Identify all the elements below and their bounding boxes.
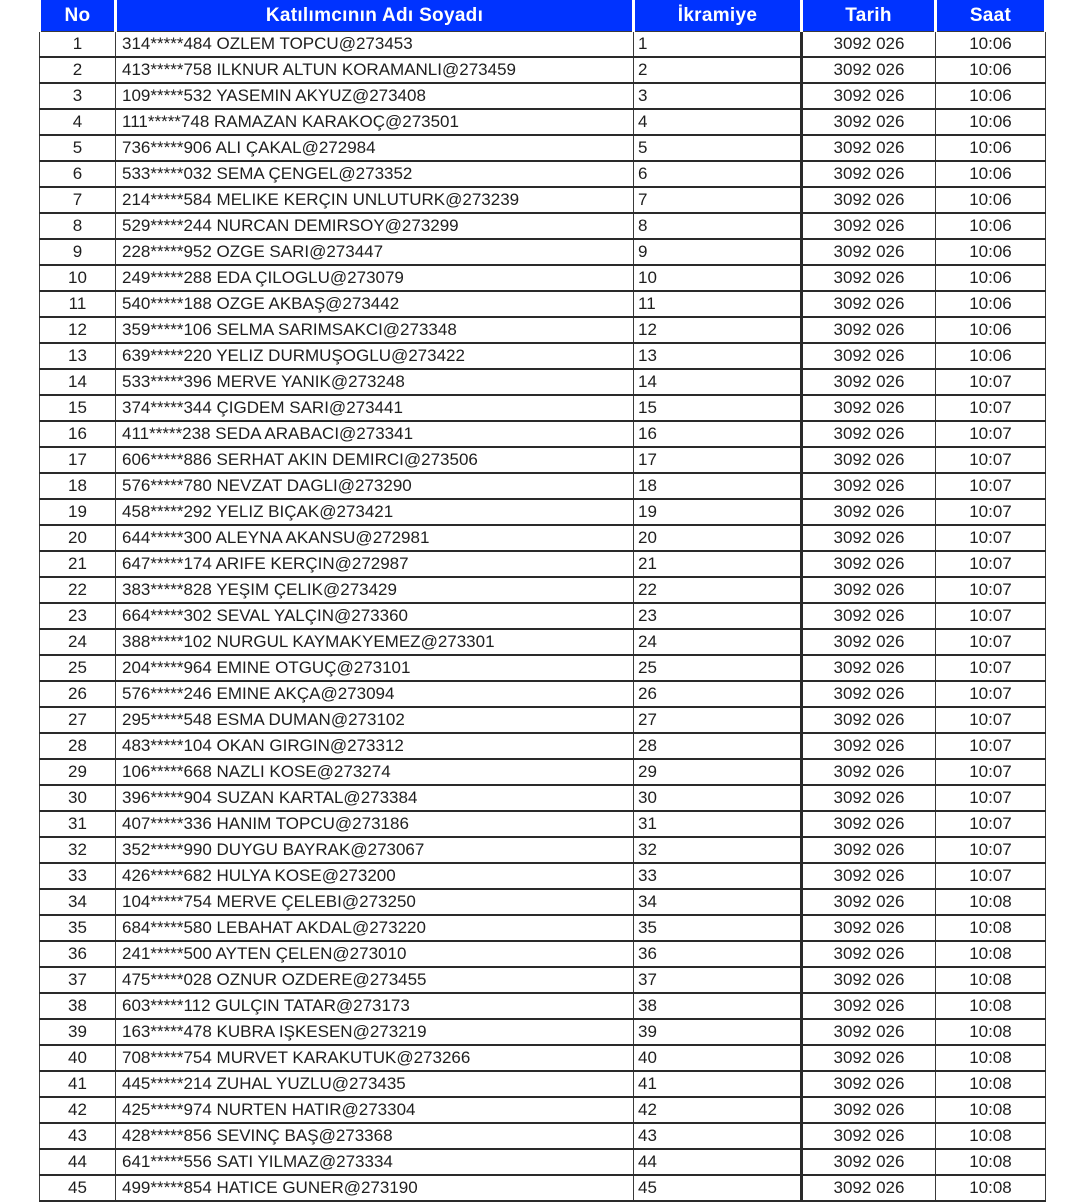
- cell-date[interactable]: 3092 026: [802, 837, 936, 863]
- table-row: [40, 187, 1046, 213]
- cell-participant-name[interactable]: 426*****682 HULYA KOSE@273200: [116, 863, 634, 889]
- cell-no[interactable]: 30: [40, 785, 116, 811]
- cell-date[interactable]: 3092 026: [802, 317, 936, 343]
- cell-no[interactable]: 34: [40, 889, 116, 915]
- cell-time[interactable]: 10:07: [936, 499, 1046, 525]
- cell-prize[interactable]: 44: [634, 1149, 802, 1175]
- cell-participant-name[interactable]: 458*****292 YELIZ BIÇAK@273421: [116, 499, 634, 525]
- cell-no[interactable]: 11: [40, 291, 116, 317]
- cell-prize[interactable]: 18: [634, 473, 802, 499]
- cell-participant-name[interactable]: 411*****238 SEDA ARABACI@273341: [116, 421, 634, 447]
- cell-no[interactable]: 16: [40, 421, 116, 447]
- cell-participant-name[interactable]: 359*****106 SELMA SARIMSAKCI@273348: [116, 317, 634, 343]
- cell-no[interactable]: 26: [40, 681, 116, 707]
- cell-date[interactable]: 3092 026: [802, 135, 936, 161]
- table-row: [40, 161, 1046, 187]
- cell-no[interactable]: 24: [40, 629, 116, 655]
- column-header-date: Tarih: [802, 0, 936, 32]
- cell-date[interactable]: 3092 026: [802, 941, 936, 967]
- cell-no[interactable]: 23: [40, 603, 116, 629]
- cell-participant-name[interactable]: 106*****668 NAZLI KOSE@273274: [116, 759, 634, 785]
- table-row: [40, 239, 1046, 265]
- table-row: [40, 1045, 1046, 1071]
- table-row: [40, 603, 1046, 629]
- table-row: [40, 109, 1046, 135]
- cell-date[interactable]: 3092 026: [802, 759, 936, 785]
- cell-time[interactable]: 10:08: [936, 967, 1046, 993]
- cell-no[interactable]: 36: [40, 941, 116, 967]
- cell-participant-name[interactable]: 641*****556 SATI YILMAZ@273334: [116, 1149, 634, 1175]
- cell-date[interactable]: 3092 026: [802, 655, 936, 681]
- table-row: [40, 1097, 1046, 1123]
- cell-time[interactable]: 10:07: [936, 733, 1046, 759]
- cell-prize[interactable]: 34: [634, 889, 802, 915]
- cell-participant-name[interactable]: 475*****028 OZNUR OZDERE@273455: [116, 967, 634, 993]
- cell-participant-name[interactable]: 228*****952 OZGE SARI@273447: [116, 239, 634, 265]
- cell-time[interactable]: 10:08: [936, 915, 1046, 941]
- table-row: [40, 1019, 1046, 1045]
- cell-no[interactable]: 45: [40, 1175, 116, 1201]
- table-row: [40, 837, 1046, 863]
- table-row: [40, 499, 1046, 525]
- cell-no[interactable]: 18: [40, 473, 116, 499]
- cell-time[interactable]: 10:07: [936, 603, 1046, 629]
- cell-date[interactable]: 3092 026: [802, 811, 936, 837]
- table-row: [40, 681, 1046, 707]
- cell-time[interactable]: 10:08: [936, 941, 1046, 967]
- cell-time[interactable]: 10:06: [936, 213, 1046, 239]
- cell-date[interactable]: 3092 026: [802, 161, 936, 187]
- cell-time[interactable]: 10:06: [936, 187, 1046, 213]
- table-row: [40, 759, 1046, 785]
- cell-participant-name[interactable]: 533*****032 SEMA ÇENGEL@273352: [116, 161, 634, 187]
- cell-time[interactable]: 10:07: [936, 681, 1046, 707]
- cell-no[interactable]: 22: [40, 577, 116, 603]
- cell-prize[interactable]: 39: [634, 1019, 802, 1045]
- cell-date[interactable]: 3092 026: [802, 447, 936, 473]
- cell-prize[interactable]: 12: [634, 317, 802, 343]
- cell-prize[interactable]: 28: [634, 733, 802, 759]
- cell-no[interactable]: 35: [40, 915, 116, 941]
- table-row: [40, 1123, 1046, 1149]
- cell-time[interactable]: 10:07: [936, 525, 1046, 551]
- cell-time[interactable]: 10:07: [936, 577, 1046, 603]
- cell-prize[interactable]: 30: [634, 785, 802, 811]
- cell-no[interactable]: 5: [40, 135, 116, 161]
- cell-no[interactable]: 42: [40, 1097, 116, 1123]
- cell-time[interactable]: 10:07: [936, 759, 1046, 785]
- cell-date[interactable]: 3092 026: [802, 993, 936, 1019]
- cell-time[interactable]: 10:07: [936, 655, 1046, 681]
- cell-date[interactable]: 3092 026: [802, 1149, 936, 1175]
- cell-no[interactable]: 14: [40, 369, 116, 395]
- cell-no[interactable]: 7: [40, 187, 116, 213]
- cell-prize[interactable]: 10: [634, 265, 802, 291]
- cell-prize[interactable]: 27: [634, 707, 802, 733]
- cell-no[interactable]: 40: [40, 1045, 116, 1071]
- cell-prize[interactable]: 35: [634, 915, 802, 941]
- cell-date[interactable]: 3092 026: [802, 369, 936, 395]
- cell-participant-name[interactable]: 111*****748 RAMAZAN KARAKOÇ@273501: [116, 109, 634, 135]
- cell-time[interactable]: 10:07: [936, 447, 1046, 473]
- cell-no[interactable]: 25: [40, 655, 116, 681]
- table-row: [40, 733, 1046, 759]
- cell-date[interactable]: 3092 026: [802, 213, 936, 239]
- cell-participant-name[interactable]: 104*****754 MERVE ÇELEBI@273250: [116, 889, 634, 915]
- cell-date[interactable]: 3092 026: [802, 187, 936, 213]
- cell-date[interactable]: 3092 026: [802, 863, 936, 889]
- cell-prize[interactable]: 33: [634, 863, 802, 889]
- table-row: [40, 343, 1046, 369]
- column-header-prize: İkramiye: [634, 0, 802, 32]
- cell-prize[interactable]: 1: [634, 32, 802, 58]
- cell-time[interactable]: 10:08: [936, 889, 1046, 915]
- cell-prize[interactable]: 23: [634, 603, 802, 629]
- cell-date[interactable]: 3092 026: [802, 525, 936, 551]
- cell-participant-name[interactable]: 529*****244 NURCAN DEMIRSOY@273299: [116, 213, 634, 239]
- cell-participant-name[interactable]: 540*****188 OZGE AKBAŞ@273442: [116, 291, 634, 317]
- cell-no[interactable]: 31: [40, 811, 116, 837]
- table-row: [40, 473, 1046, 499]
- table-row: [40, 811, 1046, 837]
- cell-participant-name[interactable]: 445*****214 ZUHAL YUZLU@273435: [116, 1071, 634, 1097]
- cell-no[interactable]: 28: [40, 733, 116, 759]
- cell-participant-name[interactable]: 249*****288 EDA ÇILOGLU@273079: [116, 265, 634, 291]
- cell-participant-name[interactable]: 295*****548 ESMA DUMAN@273102: [116, 707, 634, 733]
- cell-no[interactable]: 27: [40, 707, 116, 733]
- cell-prize[interactable]: 36: [634, 941, 802, 967]
- cell-time[interactable]: 10:07: [936, 551, 1046, 577]
- cell-no[interactable]: 13: [40, 343, 116, 369]
- cell-date[interactable]: 3092 026: [802, 395, 936, 421]
- cell-prize[interactable]: 20: [634, 525, 802, 551]
- cell-date[interactable]: 3092 026: [802, 707, 936, 733]
- cell-prize[interactable]: 24: [634, 629, 802, 655]
- cell-prize[interactable]: 43: [634, 1123, 802, 1149]
- cell-no[interactable]: 29: [40, 759, 116, 785]
- cell-time[interactable]: 10:07: [936, 421, 1046, 447]
- cell-prize[interactable]: 25: [634, 655, 802, 681]
- cell-participant-name[interactable]: 314*****484 OZLEM TOPCU@273453: [116, 32, 634, 58]
- cell-prize[interactable]: 42: [634, 1097, 802, 1123]
- cell-participant-name[interactable]: 708*****754 MURVET KARAKUTUK@273266: [116, 1045, 634, 1071]
- cell-prize[interactable]: 41: [634, 1071, 802, 1097]
- cell-prize[interactable]: 16: [634, 421, 802, 447]
- table-row: [40, 395, 1046, 421]
- cell-time[interactable]: 10:07: [936, 811, 1046, 837]
- cell-date[interactable]: 3092 026: [802, 1045, 936, 1071]
- cell-date[interactable]: 3092 026: [802, 1097, 936, 1123]
- cell-prize[interactable]: 26: [634, 681, 802, 707]
- cell-date[interactable]: 3092 026: [802, 681, 936, 707]
- cell-participant-name[interactable]: 644*****300 ALEYNA AKANSU@272981: [116, 525, 634, 551]
- cell-prize[interactable]: 4: [634, 109, 802, 135]
- cell-time[interactable]: 10:06: [936, 109, 1046, 135]
- cell-participant-name[interactable]: 425*****974 NURTEN HATIR@273304: [116, 1097, 634, 1123]
- table-row: [40, 32, 1046, 58]
- cell-participant-name[interactable]: 388*****102 NURGUL KAYMAKYEMEZ@273301: [116, 629, 634, 655]
- cell-date[interactable]: 3092 026: [802, 733, 936, 759]
- cell-no[interactable]: 8: [40, 213, 116, 239]
- cell-time[interactable]: 10:07: [936, 369, 1046, 395]
- cell-no[interactable]: 6: [40, 161, 116, 187]
- cell-no[interactable]: 33: [40, 863, 116, 889]
- table-row: [40, 1149, 1046, 1175]
- table-row: [40, 83, 1046, 109]
- cell-time[interactable]: 10:07: [936, 473, 1046, 499]
- cell-participant-name[interactable]: 533*****396 MERVE YANIK@273248: [116, 369, 634, 395]
- cell-prize[interactable]: 2: [634, 57, 802, 83]
- cell-date[interactable]: 3092 026: [802, 915, 936, 941]
- cell-participant-name[interactable]: 639*****220 YELIZ DURMUŞOGLU@273422: [116, 343, 634, 369]
- cell-date[interactable]: 3092 026: [802, 1123, 936, 1149]
- cell-no[interactable]: 9: [40, 239, 116, 265]
- table-row: [40, 265, 1046, 291]
- cell-prize[interactable]: 45: [634, 1175, 802, 1201]
- cell-time[interactable]: 10:06: [936, 161, 1046, 187]
- cell-time[interactable]: 10:06: [936, 291, 1046, 317]
- table-row: [40, 1175, 1046, 1201]
- cell-no[interactable]: 32: [40, 837, 116, 863]
- table-row: [40, 785, 1046, 811]
- cell-participant-name[interactable]: 241*****500 AYTEN ÇELEN@273010: [116, 941, 634, 967]
- cell-no[interactable]: 17: [40, 447, 116, 473]
- cell-prize[interactable]: 17: [634, 447, 802, 473]
- cell-date[interactable]: 3092 026: [802, 499, 936, 525]
- cell-time[interactable]: 10:07: [936, 629, 1046, 655]
- cell-time[interactable]: 10:07: [936, 863, 1046, 889]
- cell-date[interactable]: 3092 026: [802, 551, 936, 577]
- cell-time[interactable]: 10:08: [936, 1071, 1046, 1097]
- cell-participant-name[interactable]: 684*****580 LEBAHAT AKDAL@273220: [116, 915, 634, 941]
- cell-prize[interactable]: 13: [634, 343, 802, 369]
- cell-participant-name[interactable]: 664*****302 SEVAL YALÇIN@273360: [116, 603, 634, 629]
- winners-table: [38, 0, 1047, 1202]
- table-row: [40, 993, 1046, 1019]
- cell-time[interactable]: 10:06: [936, 343, 1046, 369]
- cell-time[interactable]: 10:07: [936, 395, 1046, 421]
- cell-prize[interactable]: 8: [634, 213, 802, 239]
- table-row: [40, 135, 1046, 161]
- table-row: [40, 1071, 1046, 1097]
- cell-time[interactable]: 10:08: [936, 1097, 1046, 1123]
- cell-date[interactable]: 3092 026: [802, 603, 936, 629]
- cell-date[interactable]: 3092 026: [802, 109, 936, 135]
- cell-no[interactable]: 1: [40, 32, 116, 58]
- cell-time[interactable]: 10:08: [936, 993, 1046, 1019]
- cell-date[interactable]: 3092 026: [802, 1019, 936, 1045]
- header-row: [40, 0, 1046, 32]
- table-row: [40, 317, 1046, 343]
- cell-participant-name[interactable]: 576*****246 EMINE AKÇA@273094: [116, 681, 634, 707]
- cell-date[interactable]: 3092 026: [802, 239, 936, 265]
- cell-no[interactable]: 21: [40, 551, 116, 577]
- cell-prize[interactable]: 9: [634, 239, 802, 265]
- cell-participant-name[interactable]: 396*****904 SUZAN KARTAL@273384: [116, 785, 634, 811]
- cell-no[interactable]: 41: [40, 1071, 116, 1097]
- cell-no[interactable]: 39: [40, 1019, 116, 1045]
- table-row: [40, 655, 1046, 681]
- cell-time[interactable]: 10:06: [936, 32, 1046, 58]
- cell-time[interactable]: 10:07: [936, 707, 1046, 733]
- cell-participant-name[interactable]: 603*****112 GULÇIN TATAR@273173: [116, 993, 634, 1019]
- table-row: [40, 915, 1046, 941]
- table-row: [40, 551, 1046, 577]
- cell-time[interactable]: 10:06: [936, 135, 1046, 161]
- cell-prize[interactable]: 31: [634, 811, 802, 837]
- cell-prize[interactable]: 32: [634, 837, 802, 863]
- cell-prize[interactable]: 11: [634, 291, 802, 317]
- cell-time[interactable]: 10:08: [936, 1123, 1046, 1149]
- table-row: [40, 421, 1046, 447]
- cell-participant-name[interactable]: 374*****344 ÇIGDEM SARI@273441: [116, 395, 634, 421]
- cell-date[interactable]: 3092 026: [802, 473, 936, 499]
- cell-date[interactable]: 3092 026: [802, 265, 936, 291]
- cell-participant-name[interactable]: 163*****478 KUBRA IŞKESEN@273219: [116, 1019, 634, 1045]
- cell-time[interactable]: 10:08: [936, 1175, 1046, 1201]
- cell-prize[interactable]: 22: [634, 577, 802, 603]
- cell-prize[interactable]: 6: [634, 161, 802, 187]
- table-row: [40, 291, 1046, 317]
- cell-time[interactable]: 10:06: [936, 317, 1046, 343]
- cell-no[interactable]: 3: [40, 83, 116, 109]
- table-row: [40, 577, 1046, 603]
- table-row: [40, 57, 1046, 83]
- column-header-no: No: [40, 0, 116, 32]
- cell-participant-name[interactable]: 576*****780 NEVZAT DAGLI@273290: [116, 473, 634, 499]
- cell-participant-name[interactable]: 413*****758 ILKNUR ALTUN KORAMANLI@273459: [116, 57, 634, 83]
- table-row: [40, 525, 1046, 551]
- cell-date[interactable]: 3092 026: [802, 1071, 936, 1097]
- cell-time[interactable]: 10:08: [936, 1045, 1046, 1071]
- cell-time[interactable]: 10:08: [936, 1149, 1046, 1175]
- cell-prize[interactable]: 5: [634, 135, 802, 161]
- cell-time[interactable]: 10:06: [936, 265, 1046, 291]
- table-row: [40, 369, 1046, 395]
- cell-date[interactable]: 3092 026: [802, 421, 936, 447]
- column-header-name: Katılımcının Adı Soyadı: [116, 0, 634, 32]
- cell-time[interactable]: 10:06: [936, 83, 1046, 109]
- cell-participant-name[interactable]: 383*****828 YEŞIM ÇELIK@273429: [116, 577, 634, 603]
- cell-time[interactable]: 10:06: [936, 239, 1046, 265]
- cell-no[interactable]: 43: [40, 1123, 116, 1149]
- cell-no[interactable]: 4: [40, 109, 116, 135]
- cell-participant-name[interactable]: 214*****584 MELIKE KERÇIN UNLUTURK@273239: [116, 187, 634, 213]
- cell-participant-name[interactable]: 204*****964 EMINE OTGUÇ@273101: [116, 655, 634, 681]
- cell-date[interactable]: 3092 026: [802, 967, 936, 993]
- cell-participant-name[interactable]: 736*****906 ALI ÇAKAL@272984: [116, 135, 634, 161]
- cell-date[interactable]: 3092 026: [802, 577, 936, 603]
- cell-prize[interactable]: 14: [634, 369, 802, 395]
- table-row: [40, 707, 1046, 733]
- cell-participant-name[interactable]: 428*****856 SEVINÇ BAŞ@273368: [116, 1123, 634, 1149]
- cell-date[interactable]: 3092 026: [802, 83, 936, 109]
- cell-participant-name[interactable]: 647*****174 ARIFE KERÇIN@272987: [116, 551, 634, 577]
- cell-prize[interactable]: 19: [634, 499, 802, 525]
- cell-participant-name[interactable]: 352*****990 DUYGU BAYRAK@273067: [116, 837, 634, 863]
- cell-date[interactable]: 3092 026: [802, 291, 936, 317]
- cell-participant-name[interactable]: 499*****854 HATICE GUNER@273190: [116, 1175, 634, 1201]
- cell-prize[interactable]: 7: [634, 187, 802, 213]
- cell-no[interactable]: 19: [40, 499, 116, 525]
- cell-date[interactable]: 3092 026: [802, 1175, 936, 1201]
- cell-no[interactable]: 44: [40, 1149, 116, 1175]
- cell-time[interactable]: 10:07: [936, 785, 1046, 811]
- cell-participant-name[interactable]: 109*****532 YASEMIN AKYUZ@273408: [116, 83, 634, 109]
- cell-prize[interactable]: 29: [634, 759, 802, 785]
- cell-no[interactable]: 38: [40, 993, 116, 1019]
- cell-date[interactable]: 3092 026: [802, 889, 936, 915]
- cell-date[interactable]: 3092 026: [802, 57, 936, 83]
- cell-participant-name[interactable]: 407*****336 HANIM TOPCU@273186: [116, 811, 634, 837]
- table-row: [40, 863, 1046, 889]
- table-row: [40, 967, 1046, 993]
- cell-date[interactable]: 3092 026: [802, 32, 936, 58]
- table-row: [40, 889, 1046, 915]
- cell-participant-name[interactable]: 483*****104 OKAN GIRGIN@273312: [116, 733, 634, 759]
- table-row: [40, 629, 1046, 655]
- cell-prize[interactable]: 38: [634, 993, 802, 1019]
- cell-time[interactable]: 10:07: [936, 837, 1046, 863]
- table-body: [40, 32, 1046, 1202]
- cell-no[interactable]: 37: [40, 967, 116, 993]
- table-row: [40, 213, 1046, 239]
- table-row: [40, 447, 1046, 473]
- cell-no[interactable]: 2: [40, 57, 116, 83]
- cell-participant-name[interactable]: 606*****886 SERHAT AKIN DEMIRCI@273506: [116, 447, 634, 473]
- cell-prize[interactable]: 15: [634, 395, 802, 421]
- cell-prize[interactable]: 3: [634, 83, 802, 109]
- cell-date[interactable]: 3092 026: [802, 785, 936, 811]
- cell-no[interactable]: 10: [40, 265, 116, 291]
- cell-time[interactable]: 10:08: [936, 1019, 1046, 1045]
- cell-date[interactable]: 3092 026: [802, 629, 936, 655]
- cell-no[interactable]: 20: [40, 525, 116, 551]
- column-header-time: Saat: [936, 0, 1046, 32]
- cell-date[interactable]: 3092 026: [802, 343, 936, 369]
- cell-no[interactable]: 15: [40, 395, 116, 421]
- cell-prize[interactable]: 40: [634, 1045, 802, 1071]
- cell-no[interactable]: 12: [40, 317, 116, 343]
- cell-time[interactable]: 10:06: [936, 57, 1046, 83]
- cell-prize[interactable]: 37: [634, 967, 802, 993]
- table-row: [40, 941, 1046, 967]
- cell-prize[interactable]: 21: [634, 551, 802, 577]
